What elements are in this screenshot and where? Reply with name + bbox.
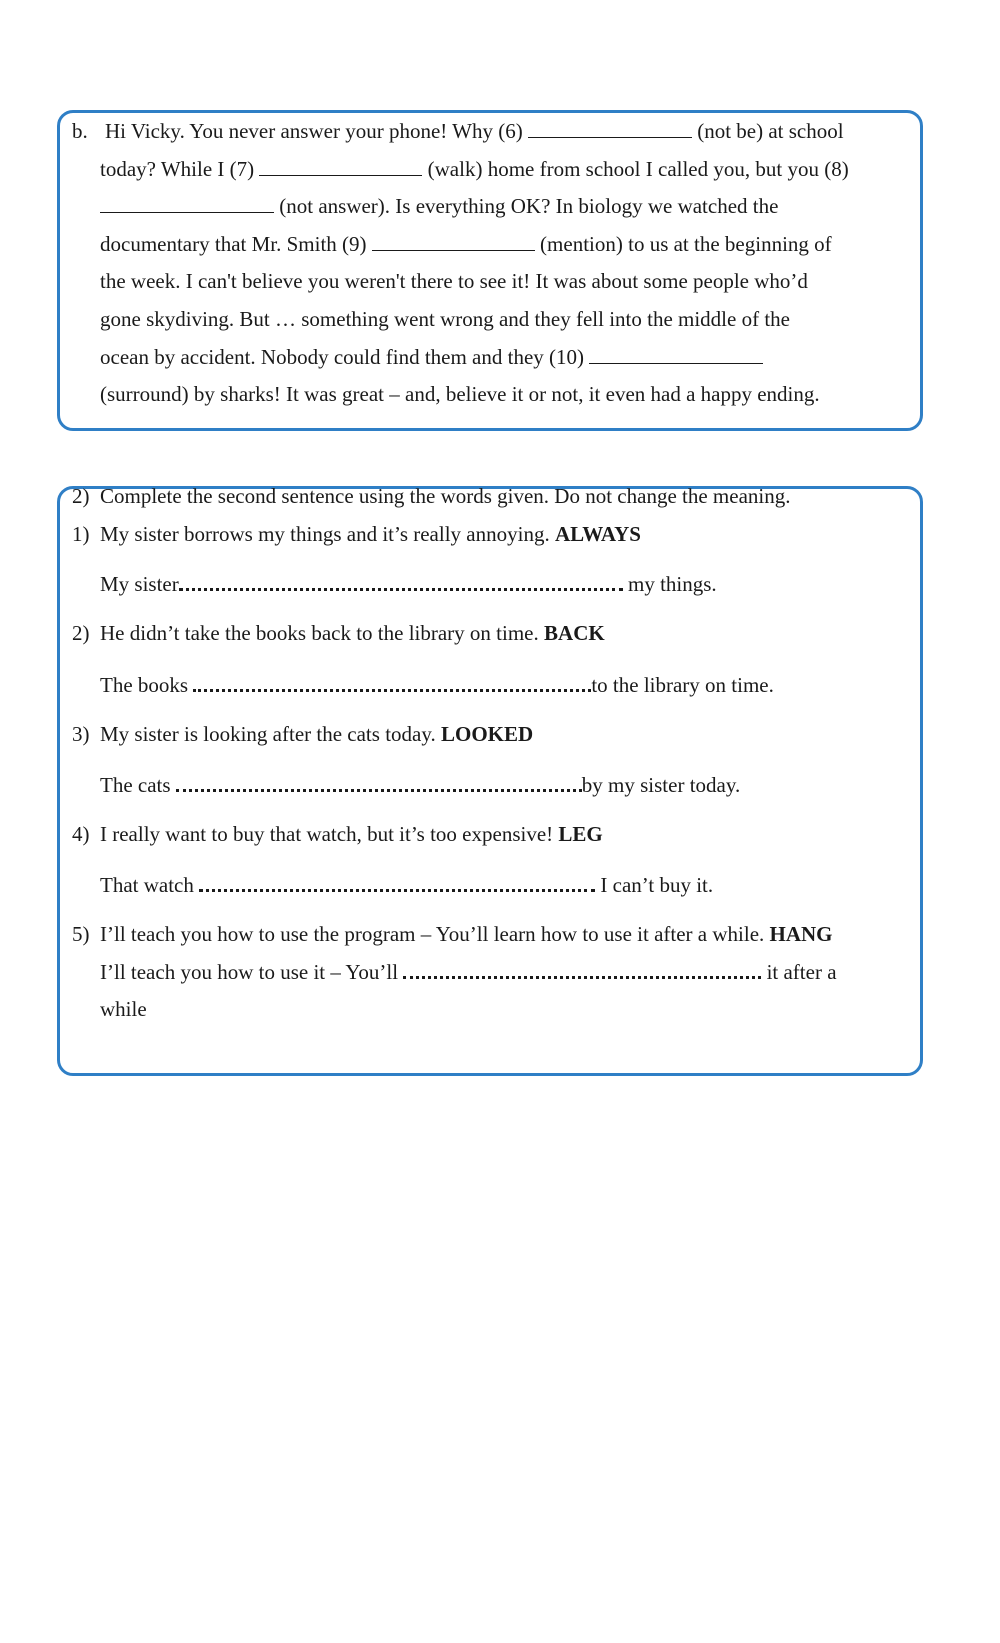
item-1-prompt: My sister borrows my things and it’s really annoying. ALWAYS [100,522,641,546]
item-2-blank[interactable] [193,672,591,692]
item-4-prompt: I really want to buy that watch, but it’s too expensive! LEG [100,822,603,846]
item-1-blank[interactable] [179,571,623,591]
item-2-number: 2) [72,621,90,645]
passage-line-7: ocean by accident. Nobody could find them and they (10) [100,345,763,369]
passage-line-4: documentary that Mr. Smith (9) (mention) to us at the beginning of [100,232,832,256]
item-3-keyword: LOOKED [440,722,534,746]
passage-line-6: gone skydiving. But … something went wrong and they fell into the middle of the [100,307,790,331]
blank-10[interactable] [589,345,763,364]
item-3-number: 3) [72,722,90,746]
item-4-blank[interactable] [199,872,595,892]
item-3-answer: The cats by my sister today. [100,773,741,797]
item-5-blank[interactable] [403,959,761,979]
item-5-keyword: HANG [769,922,833,946]
blank-7[interactable] [259,157,422,176]
blank-8[interactable] [100,194,274,213]
passage-line-1: Hi Vicky. You never answer your phone! Why (6) (not be) at school [105,119,844,143]
blank-6[interactable] [528,119,692,138]
passage-line-3: (not answer). Is everything OK? In biology we watched the [100,194,778,218]
blank-9[interactable] [372,232,535,251]
item-4-keyword: LEG [558,822,603,846]
item-2-answer: The books to the library on time. [100,673,774,697]
passage-line-8: (surround) by sharks! It was great – and, believe it or not, it even had a happy ending. [100,382,820,406]
passage-line-2: today? While I (7) (walk) home from school I called you, but you (8) [100,157,849,181]
item-1-keyword: ALWAYS [554,522,641,546]
item-5-prompt: I’ll teach you how to use the program – You’ll learn how to use it after a while. HANG [100,922,833,946]
passage-line-5: the week. I can't believe you weren't there to see it! It was about some people who’d [100,269,808,293]
item-5-answer: I’ll teach you how to use it – You’ll it after a [100,960,837,984]
item-1-answer: My sister my things. [100,572,717,596]
item-3-blank[interactable] [176,772,582,792]
item-2-prompt: He didn’t take the books back to the library on time. BACK [100,621,605,645]
instruction-number: 2) [72,484,90,508]
item-2-keyword: BACK [544,621,605,645]
item-4-answer: That watch I can’t buy it. [100,873,714,897]
instruction: Complete the second sentence using the words given. Do not change the meaning. [100,484,791,508]
item-3-prompt: My sister is looking after the cats today. LOOKED [100,722,534,746]
passage-marker: b. [72,119,88,143]
item-4-number: 4) [72,822,90,846]
item-5-number: 5) [72,922,90,946]
item-1-number: 1) [72,522,90,546]
item-5-answer-continued: while [100,997,147,1021]
